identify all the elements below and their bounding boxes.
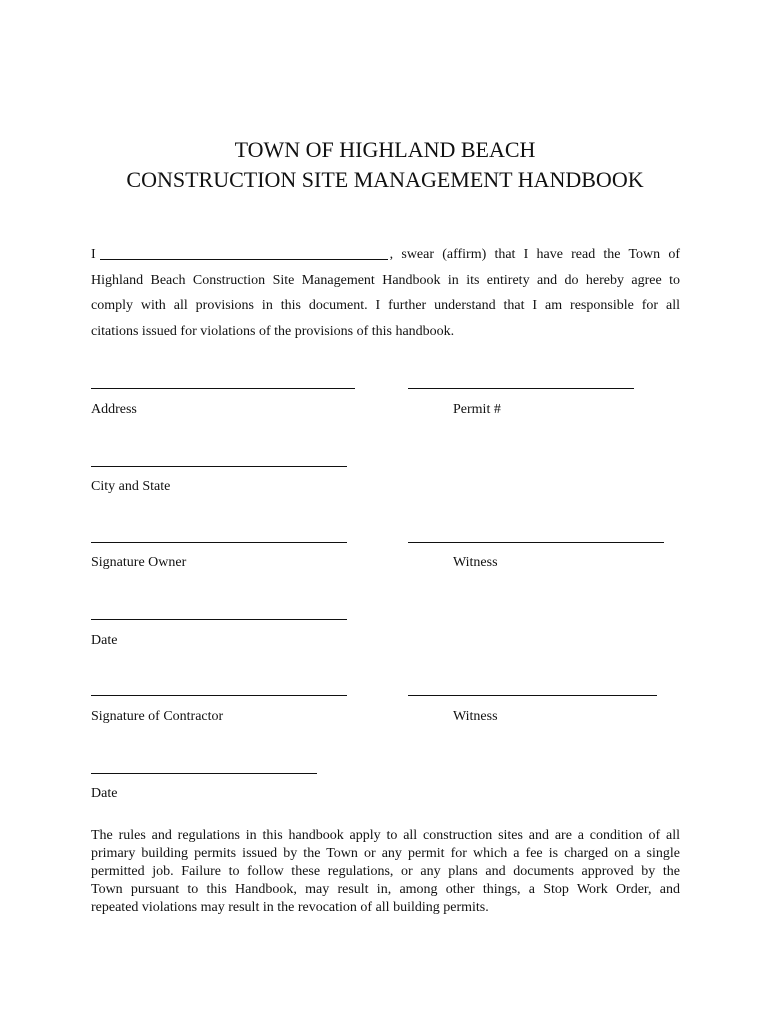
- oath-prefix: I: [91, 247, 96, 262]
- witness-2-label: Witness: [453, 709, 498, 724]
- date-2-label: Date: [91, 786, 118, 801]
- rules-line-5: repeated violations may result in the revocation of all building permits.: [91, 900, 489, 915]
- oath-line-1-text: , swear (affirm) that I have read the Town of: [389, 247, 680, 262]
- permit-label: Permit #: [453, 402, 501, 417]
- name-blank-field[interactable]: [100, 245, 388, 260]
- document-title-line-1: TOWN OF HIGHLAND BEACH: [234, 137, 536, 162]
- address-line[interactable]: [91, 388, 355, 389]
- rules-line-2: primary building permits issued by the Town or any permit for which a fee is charged on a single: [91, 846, 680, 861]
- witness-1-line[interactable]: [408, 542, 664, 543]
- witness-1-label: Witness: [453, 555, 498, 570]
- document-title-line-2: CONSTRUCTION SITE MANAGEMENT HANDBOOK: [126, 167, 644, 192]
- date-2-line[interactable]: [91, 773, 317, 774]
- city-state-line[interactable]: [91, 466, 347, 467]
- rules-line-1: The rules and regulations in this handbook apply to all construction sites and are a condition of all: [91, 828, 680, 843]
- oath-line-1: [91, 242, 680, 268]
- city-state-label: City and State: [91, 479, 171, 494]
- oath-line-4: citations issued for violations of the provisions of this handbook.: [91, 323, 455, 339]
- address-label: Address: [91, 402, 137, 417]
- oath-line-3: comply with all provisions in this document. I further understand that I am responsible for all: [91, 298, 680, 313]
- witness-2-line[interactable]: [408, 695, 657, 696]
- permit-line[interactable]: [408, 388, 634, 389]
- date-1-label: Date: [91, 633, 118, 648]
- signature-owner-label: Signature Owner: [91, 555, 187, 570]
- rules-line-3: permitted job. Failure to follow these regulations, or any plans and documents approved by the: [91, 864, 680, 879]
- oath-line-2: Highland Beach Construction Site Management Handbook in its entirety and do hereby agree to: [91, 272, 680, 288]
- rules-line-4: Town pursuant to this Handbook, may result in, among other things, a Stop Work Order, and: [91, 882, 680, 897]
- date-1-line[interactable]: [91, 619, 347, 620]
- signature-contractor-line[interactable]: [91, 695, 347, 696]
- oath-paragraph: [91, 242, 680, 344]
- rules-paragraph: [91, 827, 680, 917]
- signature-owner-line[interactable]: [91, 542, 347, 543]
- signature-contractor-label: Signature of Contractor: [91, 709, 224, 724]
